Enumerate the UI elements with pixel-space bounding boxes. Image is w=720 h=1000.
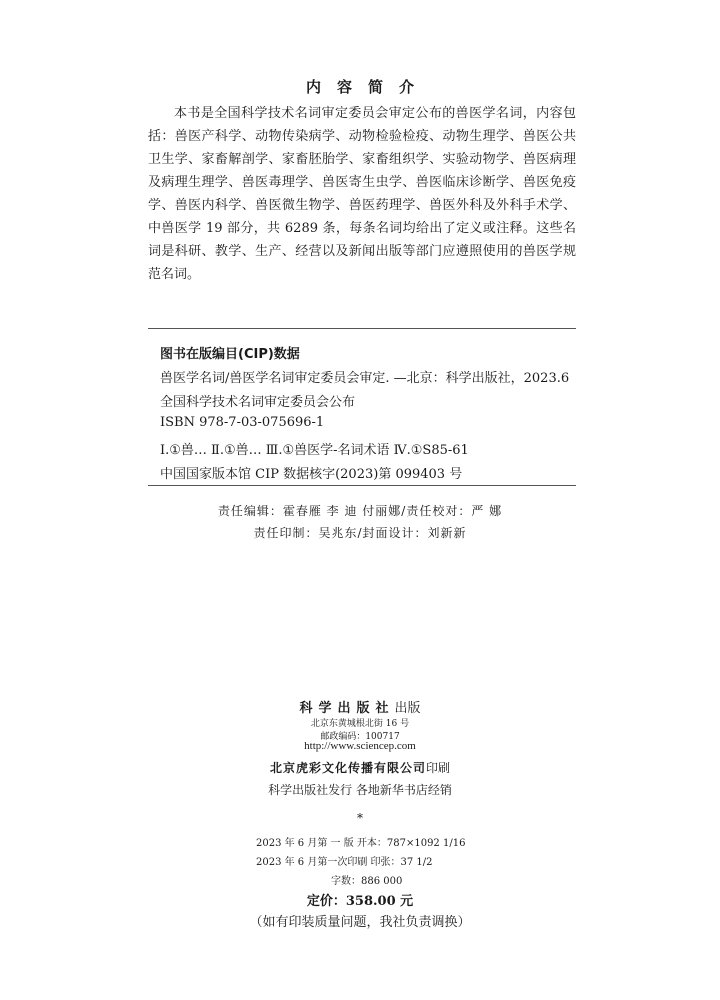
price-line	[0, 890, 720, 909]
edition-line-2: 2023 年 6 月第一次印刷 印张：37 1/2	[256, 857, 433, 868]
publisher-url: http://www.sciencep.com	[304, 740, 416, 752]
publisher-postcode: 邮政编码：100717	[320, 732, 400, 742]
publisher-line	[0, 697, 720, 716]
edition-line-3: 字数：886 000	[331, 876, 403, 887]
cip-line-title: 兽医学名词/兽医学名词审定委员会审定. —北京：科学出版社，2023.6	[160, 371, 570, 386]
cip-bottom-rule	[148, 485, 576, 486]
distribution-line: 科学出版社发行 各地新华书店经销	[268, 783, 452, 797]
credits-editors: 责任编辑：霍春雁 李 迪 付丽娜/责任校对：严 娜	[217, 504, 503, 518]
printer-name: 北京虎彩文化传播有限公司	[269, 761, 426, 775]
publisher-name: 科学出版社	[299, 701, 395, 716]
printer-suffix: 印刷	[426, 761, 451, 775]
cip-line-record-number: 中国国家版本馆 CIP 数据核字(2023)第 099403 号	[160, 467, 463, 482]
cip-line-classification: Ⅰ.①兽… Ⅱ.①兽… Ⅲ.①兽医学-名词术语 Ⅳ.①S85-61	[160, 443, 469, 458]
edition-line-1: 2023 年 6 月第 一 版 开本：787×1092 1/16	[256, 838, 466, 849]
credits-production: 责任印制：吴兆东/封面设计：刘新新	[253, 526, 467, 540]
cip-heading: 图书在版编目(CIP)数据	[160, 347, 300, 362]
publisher-suffix: 出版	[394, 701, 421, 716]
price-label: 定价：	[306, 894, 346, 909]
cip-line-authority: 全国科学技术名词审定委员会公布	[160, 395, 356, 410]
intro-title: 内容简介	[305, 78, 430, 96]
price-value: 358.00 元	[345, 894, 414, 909]
publisher-address: 北京东黄城根北街 16 号	[310, 719, 410, 729]
printer-line	[0, 757, 720, 776]
cip-top-rule	[148, 328, 576, 329]
price-note: （如有印装质量问题，我社负责调换）	[249, 915, 471, 930]
separator-asterisk: *	[357, 811, 363, 825]
cip-line-isbn: ISBN 978-7-03-075696-1	[160, 415, 325, 430]
intro-body: 本书是全国科学技术名词审定委员会审定公布的兽医学名词，内容包括：兽医产科学、动物传染病学、动物检验检疫、动物生理学、兽医公共卫生学、家畜解剖学、家畜胚胎学、家畜组织学、实验动物学、兽医病理及病理生理学、兽医毒理学、兽医寄生虫学、兽医临床诊断学、兽医免疫学、兽医内科学、兽医微生物学、兽医药理学、兽医外科及外科手术学、中兽医学 19 部分，共 6289 条，每条名词均给出了定义或注释。这些名词是科研、教学、生产、经营以及新闻出版等部门应遵照使用的兽医学规范名词。	[148, 106, 576, 282]
